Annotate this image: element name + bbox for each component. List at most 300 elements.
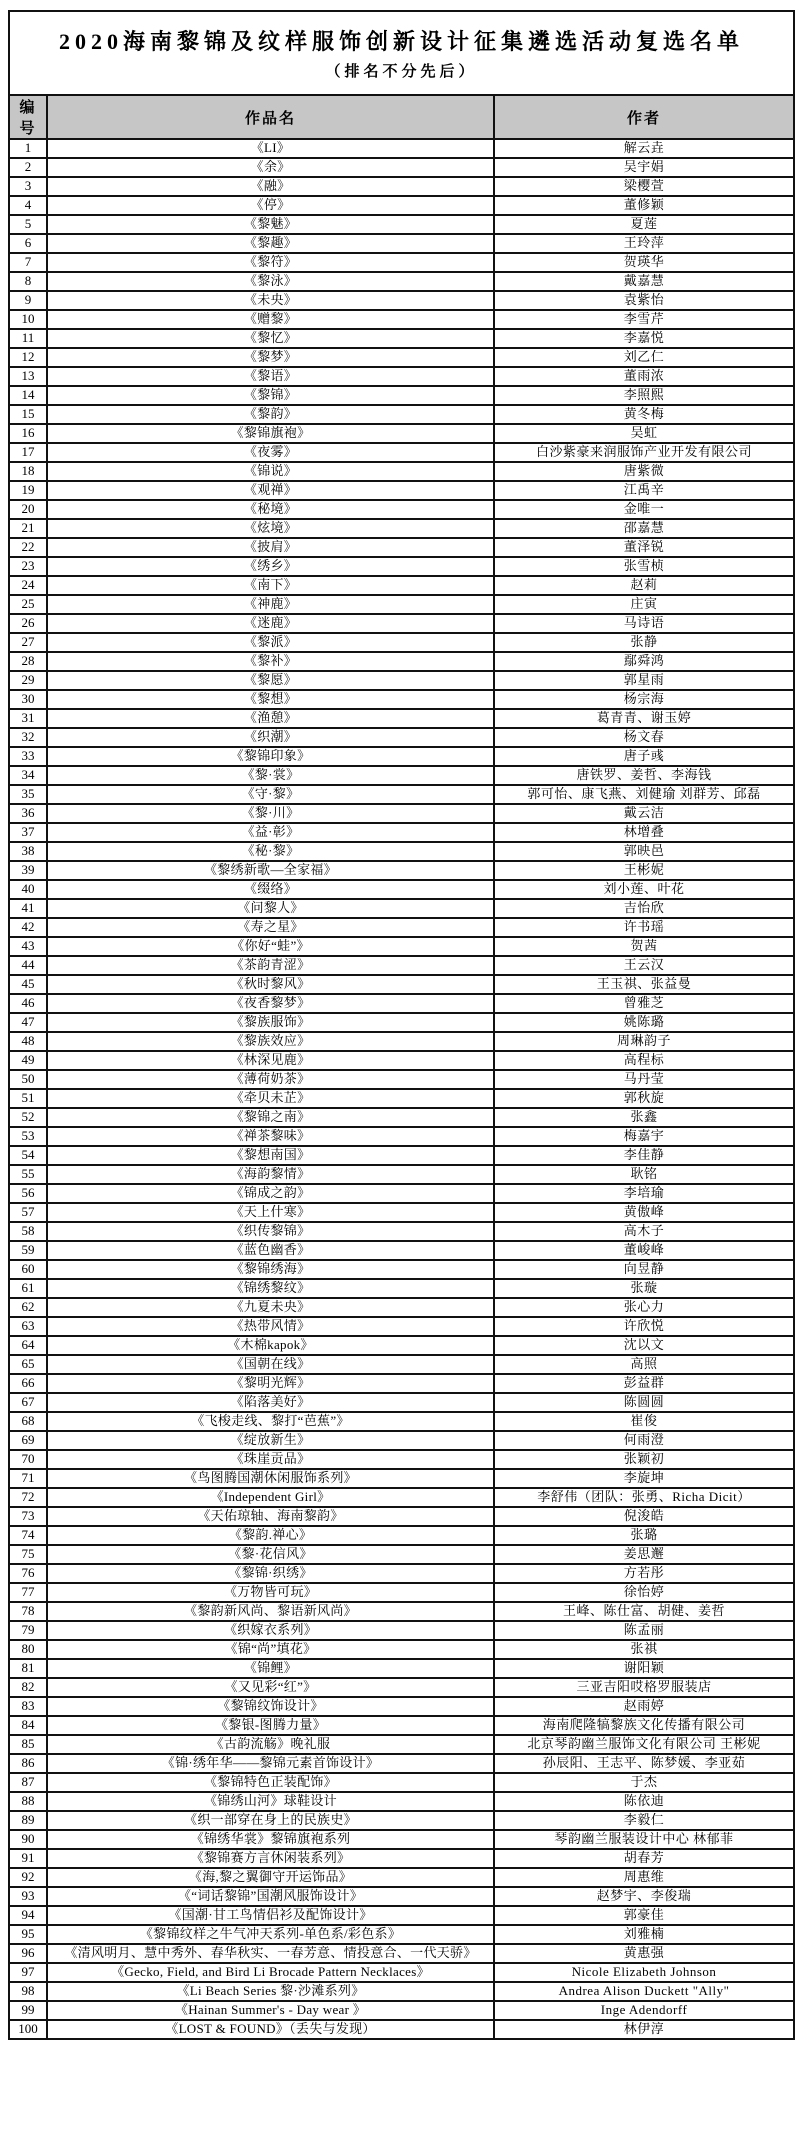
table-row xyxy=(9,1887,794,1906)
work-title: 《夜雾》 xyxy=(47,443,494,462)
work-title: 《黎韵新风尚、黎语新风尚》 xyxy=(47,1602,494,1621)
work-title: 《锦说》 xyxy=(47,462,494,481)
work-title: 《九夏未央》 xyxy=(47,1298,494,1317)
author-name: 李照熙 xyxy=(494,386,794,405)
author-name: 马诗语 xyxy=(494,614,794,633)
author-name: 江禹辛 xyxy=(494,481,794,500)
author-name: 吉怡欣 xyxy=(494,899,794,918)
author-name: 唐紫微 xyxy=(494,462,794,481)
work-title: 《黎想南国》 xyxy=(47,1146,494,1165)
author-name: 解云垚 xyxy=(494,139,794,158)
row-number: 12 xyxy=(9,348,47,367)
table-row xyxy=(9,443,794,462)
row-number: 36 xyxy=(9,804,47,823)
row-number: 64 xyxy=(9,1336,47,1355)
author-name: 李雪芹 xyxy=(494,310,794,329)
work-title: 《黎泳》 xyxy=(47,272,494,291)
table-row xyxy=(9,595,794,614)
author-name: 北京琴韵幽兰服饰文化有限公司 王彬妮 xyxy=(494,1735,794,1754)
author-name: 邵嘉慧 xyxy=(494,519,794,538)
author-name: 王玉祺、张益曼 xyxy=(494,975,794,994)
row-number: 92 xyxy=(9,1868,47,1887)
table-row xyxy=(9,1507,794,1526)
author-name: 葛青青、谢玉婷 xyxy=(494,709,794,728)
table-row xyxy=(9,994,794,1013)
work-title: 《古韵流觞》晚礼服 xyxy=(47,1735,494,1754)
author-name: 琴韵幽兰服装设计中心 林郁菲 xyxy=(494,1830,794,1849)
work-title: 《又见彩“红”》 xyxy=(47,1678,494,1697)
work-title: 《你好“蛙”》 xyxy=(47,937,494,956)
author-name: 杨文春 xyxy=(494,728,794,747)
row-number: 83 xyxy=(9,1697,47,1716)
work-title: 《黎语》 xyxy=(47,367,494,386)
document-subtitle: （排名不分先后） xyxy=(325,64,478,80)
author-name: 崔俊 xyxy=(494,1412,794,1431)
author-name: 许欣悦 xyxy=(494,1317,794,1336)
author-name: 郭映邑 xyxy=(494,842,794,861)
table-row xyxy=(9,842,794,861)
author-name: 王彬妮 xyxy=(494,861,794,880)
table-row xyxy=(9,1735,794,1754)
author-name: 黄冬梅 xyxy=(494,405,794,424)
table-row xyxy=(9,1336,794,1355)
work-title: 《赠黎》 xyxy=(47,310,494,329)
author-name: 夏莲 xyxy=(494,215,794,234)
work-title: 《黎明光辉》 xyxy=(47,1374,494,1393)
table-row xyxy=(9,519,794,538)
row-number: 27 xyxy=(9,633,47,652)
table-row xyxy=(9,1032,794,1051)
row-number: 13 xyxy=(9,367,47,386)
row-number: 78 xyxy=(9,1602,47,1621)
table-row xyxy=(9,709,794,728)
author-name: 三亚吉阳哎格罗服装店 xyxy=(494,1678,794,1697)
work-title: 《停》 xyxy=(47,196,494,215)
table-row xyxy=(9,1279,794,1298)
work-title: 《茶韵青涩》 xyxy=(47,956,494,975)
work-title: 《鸟图腾国潮休闲服饰系列》 xyxy=(47,1469,494,1488)
row-number: 52 xyxy=(9,1108,47,1127)
row-number: 89 xyxy=(9,1811,47,1830)
author-name: 郭可怡、康飞燕、刘健瑜 刘群芳、邱磊 xyxy=(494,785,794,804)
table-row xyxy=(9,1355,794,1374)
table-row xyxy=(9,1260,794,1279)
work-title: 《炫境》 xyxy=(47,519,494,538)
table-row xyxy=(9,1089,794,1108)
table-row xyxy=(9,747,794,766)
row-number: 44 xyxy=(9,956,47,975)
table-row xyxy=(9,1412,794,1431)
work-title: 《黎锦之南》 xyxy=(47,1108,494,1127)
row-number: 32 xyxy=(9,728,47,747)
row-number: 61 xyxy=(9,1279,47,1298)
table-row xyxy=(9,1811,794,1830)
work-title: 《海韵黎情》 xyxy=(47,1165,494,1184)
author-name: 王玲萍 xyxy=(494,234,794,253)
table-row xyxy=(9,1640,794,1659)
table-row xyxy=(9,823,794,842)
row-number: 1 xyxy=(9,139,47,158)
author-name: 李舒伟（团队：张勇、Richa Dicit） xyxy=(494,1488,794,1507)
author-name: 贺瑛华 xyxy=(494,253,794,272)
shortlist-table xyxy=(8,10,795,2040)
work-title: 《万物皆可玩》 xyxy=(47,1583,494,1602)
row-number: 17 xyxy=(9,443,47,462)
table-row xyxy=(9,1925,794,1944)
author-name: 赵雨婷 xyxy=(494,1697,794,1716)
author-name: 吴宇娟 xyxy=(494,158,794,177)
row-number: 95 xyxy=(9,1925,47,1944)
work-title: 《融》 xyxy=(47,177,494,196)
table-row xyxy=(9,329,794,348)
work-title: 《黎族服饰》 xyxy=(47,1013,494,1032)
row-number: 41 xyxy=(9,899,47,918)
work-title: 《黎锦印象》 xyxy=(47,747,494,766)
row-number: 21 xyxy=(9,519,47,538)
row-number: 50 xyxy=(9,1070,47,1089)
table-row xyxy=(9,291,794,310)
table-row xyxy=(9,538,794,557)
author-name: 方若彤 xyxy=(494,1564,794,1583)
table-row xyxy=(9,576,794,595)
work-title: 《黎忆》 xyxy=(47,329,494,348)
title-row xyxy=(9,11,794,95)
work-title: 《余》 xyxy=(47,158,494,177)
row-number: 57 xyxy=(9,1203,47,1222)
row-number: 8 xyxy=(9,272,47,291)
table-row xyxy=(9,177,794,196)
work-title: 《禅茶黎味》 xyxy=(47,1127,494,1146)
row-number: 49 xyxy=(9,1051,47,1070)
row-number: 84 xyxy=(9,1716,47,1735)
row-number: 24 xyxy=(9,576,47,595)
author-name: 郭豪佳 xyxy=(494,1906,794,1925)
author-name: 徐怡婷 xyxy=(494,1583,794,1602)
author-name: 孙辰阳、王志平、陈梦媛、李亚茹 xyxy=(494,1754,794,1773)
row-number: 75 xyxy=(9,1545,47,1564)
row-number: 39 xyxy=(9,861,47,880)
work-title: 《未央》 xyxy=(47,291,494,310)
table-row xyxy=(9,424,794,443)
table-row xyxy=(9,557,794,576)
author-name: 张雪桢 xyxy=(494,557,794,576)
author-name: 谢阳颖 xyxy=(494,1659,794,1678)
table-row xyxy=(9,196,794,215)
row-number: 3 xyxy=(9,177,47,196)
author-name: 董泽锐 xyxy=(494,538,794,557)
row-number: 10 xyxy=(9,310,47,329)
row-number: 4 xyxy=(9,196,47,215)
author-name: 周琳韵子 xyxy=(494,1032,794,1051)
table-row xyxy=(9,899,794,918)
table-row xyxy=(9,1982,794,2001)
table-row xyxy=(9,1944,794,1963)
row-number: 33 xyxy=(9,747,47,766)
table-row xyxy=(9,405,794,424)
table-row xyxy=(9,937,794,956)
author-name: 张静 xyxy=(494,633,794,652)
row-number: 94 xyxy=(9,1906,47,1925)
row-number: 80 xyxy=(9,1640,47,1659)
row-number: 90 xyxy=(9,1830,47,1849)
work-title: 《黎韵.禅心》 xyxy=(47,1526,494,1545)
table-row xyxy=(9,234,794,253)
table-row xyxy=(9,1868,794,1887)
author-name: 高程标 xyxy=(494,1051,794,1070)
work-title: 《披肩》 xyxy=(47,538,494,557)
header-row xyxy=(9,95,794,139)
row-number: 19 xyxy=(9,481,47,500)
table-row xyxy=(9,652,794,671)
work-title: 《锦绣华裳》黎锦旗袍系列 xyxy=(47,1830,494,1849)
author-name: 李毅仁 xyxy=(494,1811,794,1830)
row-number: 63 xyxy=(9,1317,47,1336)
row-number: 67 xyxy=(9,1393,47,1412)
row-number: 46 xyxy=(9,994,47,1013)
author-name: 刘乙仁 xyxy=(494,348,794,367)
table-row xyxy=(9,1659,794,1678)
work-title: 《迷鹿》 xyxy=(47,614,494,633)
work-title: 《黎魅》 xyxy=(47,215,494,234)
author-name: 沈以文 xyxy=(494,1336,794,1355)
row-number: 6 xyxy=(9,234,47,253)
row-number: 99 xyxy=(9,2001,47,2020)
table-row xyxy=(9,1849,794,1868)
row-number: 71 xyxy=(9,1469,47,1488)
table-row xyxy=(9,728,794,747)
row-number: 85 xyxy=(9,1735,47,1754)
table-row xyxy=(9,253,794,272)
work-title: 《“词话黎锦”国潮风服饰设计》 xyxy=(47,1887,494,1906)
work-title: 《黎符》 xyxy=(47,253,494,272)
table-row xyxy=(9,766,794,785)
table-row xyxy=(9,1621,794,1640)
author-name: 马丹莹 xyxy=(494,1070,794,1089)
table-row xyxy=(9,1431,794,1450)
author-name: 高照 xyxy=(494,1355,794,1374)
row-number: 56 xyxy=(9,1184,47,1203)
work-title: 《神鹿》 xyxy=(47,595,494,614)
table-row xyxy=(9,1393,794,1412)
table-row xyxy=(9,785,794,804)
author-name: 高木子 xyxy=(494,1222,794,1241)
table-row xyxy=(9,367,794,386)
author-name: 陈孟丽 xyxy=(494,1621,794,1640)
author-name: 董修颖 xyxy=(494,196,794,215)
row-number: 77 xyxy=(9,1583,47,1602)
author-name: 陈依迪 xyxy=(494,1792,794,1811)
row-number: 88 xyxy=(9,1792,47,1811)
author-name: 林伊淳 xyxy=(494,2020,794,2039)
work-title: 《黎锦旗袍》 xyxy=(47,424,494,443)
work-title: 《问黎人》 xyxy=(47,899,494,918)
author-name: 何雨澄 xyxy=(494,1431,794,1450)
work-title: 《织传黎锦》 xyxy=(47,1222,494,1241)
row-number: 11 xyxy=(9,329,47,348)
row-number: 74 xyxy=(9,1526,47,1545)
author-name: 戴嘉慧 xyxy=(494,272,794,291)
table-row xyxy=(9,1165,794,1184)
author-name: 梁樱萱 xyxy=(494,177,794,196)
table-row xyxy=(9,1070,794,1089)
table-row xyxy=(9,1241,794,1260)
author-name: 李旋坤 xyxy=(494,1469,794,1488)
column-header-number: 编号 xyxy=(9,95,47,139)
work-title: 《陷落美好》 xyxy=(47,1393,494,1412)
table-body xyxy=(9,139,794,2039)
work-title: 《黎锦·织绣》 xyxy=(47,1564,494,1583)
author-name: 张璇 xyxy=(494,1279,794,1298)
table-row xyxy=(9,1602,794,1621)
row-number: 70 xyxy=(9,1450,47,1469)
author-name: 刘雅楠 xyxy=(494,1925,794,1944)
work-title: 《绽放新生》 xyxy=(47,1431,494,1450)
row-number: 91 xyxy=(9,1849,47,1868)
work-title: 《天佑琼轴、海南黎韵》 xyxy=(47,1507,494,1526)
table-row xyxy=(9,690,794,709)
author-name: 白沙紫豪来润服饰产业开发有限公司 xyxy=(494,443,794,462)
author-name: 胡春芳 xyxy=(494,1849,794,1868)
work-title: 《国朝在线》 xyxy=(47,1355,494,1374)
author-name: 许书瑶 xyxy=(494,918,794,937)
work-title: 《织潮》 xyxy=(47,728,494,747)
author-name: 王云汉 xyxy=(494,956,794,975)
author-name: 刘小莲、叶花 xyxy=(494,880,794,899)
work-title: 《木棉kapok》 xyxy=(47,1336,494,1355)
row-number: 69 xyxy=(9,1431,47,1450)
row-number: 20 xyxy=(9,500,47,519)
table-row xyxy=(9,1108,794,1127)
work-title: 《黎锦纹样之牛气冲天系列-单色系/彩色系》 xyxy=(47,1925,494,1944)
row-number: 38 xyxy=(9,842,47,861)
table-row xyxy=(9,1564,794,1583)
row-number: 55 xyxy=(9,1165,47,1184)
table-row xyxy=(9,348,794,367)
author-name: 赵梦宇、李俊瑞 xyxy=(494,1887,794,1906)
table-row xyxy=(9,804,794,823)
work-title: 《天上什寒》 xyxy=(47,1203,494,1222)
author-name: 贺茜 xyxy=(494,937,794,956)
table-row xyxy=(9,1374,794,1393)
author-name: 董雨浓 xyxy=(494,367,794,386)
table-row xyxy=(9,1469,794,1488)
work-title: 《清风明月、慧中秀外、春华秋实、一春芳意、情投意合、一代天骄》 xyxy=(47,1944,494,1963)
author-name: 鄢舜鸿 xyxy=(494,652,794,671)
work-title: 《黎趣》 xyxy=(47,234,494,253)
author-name: 姜思邂 xyxy=(494,1545,794,1564)
row-number: 97 xyxy=(9,1963,47,1982)
work-title: 《蓝色幽香》 xyxy=(47,1241,494,1260)
author-name: 曾雅芝 xyxy=(494,994,794,1013)
author-name: 张祺 xyxy=(494,1640,794,1659)
row-number: 59 xyxy=(9,1241,47,1260)
work-title: 《黎韵》 xyxy=(47,405,494,424)
work-title: 《黎锦》 xyxy=(47,386,494,405)
title-cell xyxy=(9,11,794,95)
work-title: 《守·黎》 xyxy=(47,785,494,804)
table-row xyxy=(9,2001,794,2020)
work-title: 《秘境》 xyxy=(47,500,494,519)
table-row xyxy=(9,1678,794,1697)
row-number: 58 xyxy=(9,1222,47,1241)
work-title: 《国潮·甘工鸟情侣衫及配饰设计》 xyxy=(47,1906,494,1925)
work-title: 《观禅》 xyxy=(47,481,494,500)
table-row xyxy=(9,633,794,652)
table-row xyxy=(9,1317,794,1336)
table-row xyxy=(9,614,794,633)
work-title: 《南下》 xyxy=(47,576,494,595)
row-number: 9 xyxy=(9,291,47,310)
column-header-author: 作者 xyxy=(494,95,794,139)
work-title: 《珠崖贡品》 xyxy=(47,1450,494,1469)
work-title: 《黎·裳》 xyxy=(47,766,494,785)
author-name: 倪浚皓 xyxy=(494,1507,794,1526)
table-row xyxy=(9,1754,794,1773)
author-name: 耿铭 xyxy=(494,1165,794,1184)
work-title: 《黎·花信风》 xyxy=(47,1545,494,1564)
author-name: 黄傲峰 xyxy=(494,1203,794,1222)
work-title: 《黎族效应》 xyxy=(47,1032,494,1051)
work-title: 《绣乡》 xyxy=(47,557,494,576)
work-title: 《黎梦》 xyxy=(47,348,494,367)
author-name: 戴云洁 xyxy=(494,804,794,823)
author-name: 彭益群 xyxy=(494,1374,794,1393)
table-row xyxy=(9,1146,794,1165)
table-row xyxy=(9,671,794,690)
author-name: Inge Adendorff xyxy=(494,2001,794,2020)
table-row xyxy=(9,462,794,481)
author-name: 姚陈璐 xyxy=(494,1013,794,1032)
work-title: 《Hainan Summer's - Day wear 》 xyxy=(47,2001,494,2020)
table-row xyxy=(9,1583,794,1602)
work-title: 《黎锦绣海》 xyxy=(47,1260,494,1279)
row-number: 45 xyxy=(9,975,47,994)
work-title: 《黎补》 xyxy=(47,652,494,671)
row-number: 76 xyxy=(9,1564,47,1583)
author-name: Nicole Elizabeth Johnson xyxy=(494,1963,794,1982)
table-row xyxy=(9,139,794,158)
table-row xyxy=(9,1298,794,1317)
work-title: 《LI》 xyxy=(47,139,494,158)
author-name: 唐子彧 xyxy=(494,747,794,766)
author-name: 李嘉悦 xyxy=(494,329,794,348)
work-title: 《渔憩》 xyxy=(47,709,494,728)
work-title: 《织嫁衣系列》 xyxy=(47,1621,494,1640)
row-number: 79 xyxy=(9,1621,47,1640)
table-row xyxy=(9,918,794,937)
work-title: 《黎锦特色正装配饰》 xyxy=(47,1773,494,1792)
row-number: 42 xyxy=(9,918,47,937)
table-row xyxy=(9,1773,794,1792)
author-name: 张鑫 xyxy=(494,1108,794,1127)
table-row xyxy=(9,956,794,975)
author-name: 金唯一 xyxy=(494,500,794,519)
work-title: 《黎锦纹饰设计》 xyxy=(47,1697,494,1716)
row-number: 30 xyxy=(9,690,47,709)
table-row xyxy=(9,1184,794,1203)
table-row xyxy=(9,215,794,234)
table-row xyxy=(9,1051,794,1070)
row-number: 87 xyxy=(9,1773,47,1792)
row-number: 5 xyxy=(9,215,47,234)
table-row xyxy=(9,1963,794,1982)
table-row xyxy=(9,1526,794,1545)
row-number: 72 xyxy=(9,1488,47,1507)
work-title: 《林深见鹿》 xyxy=(47,1051,494,1070)
work-title: 《海,黎之翼御守开运饰品》 xyxy=(47,1868,494,1887)
author-name: 梅嘉宇 xyxy=(494,1127,794,1146)
work-title: 《锦鲤》 xyxy=(47,1659,494,1678)
